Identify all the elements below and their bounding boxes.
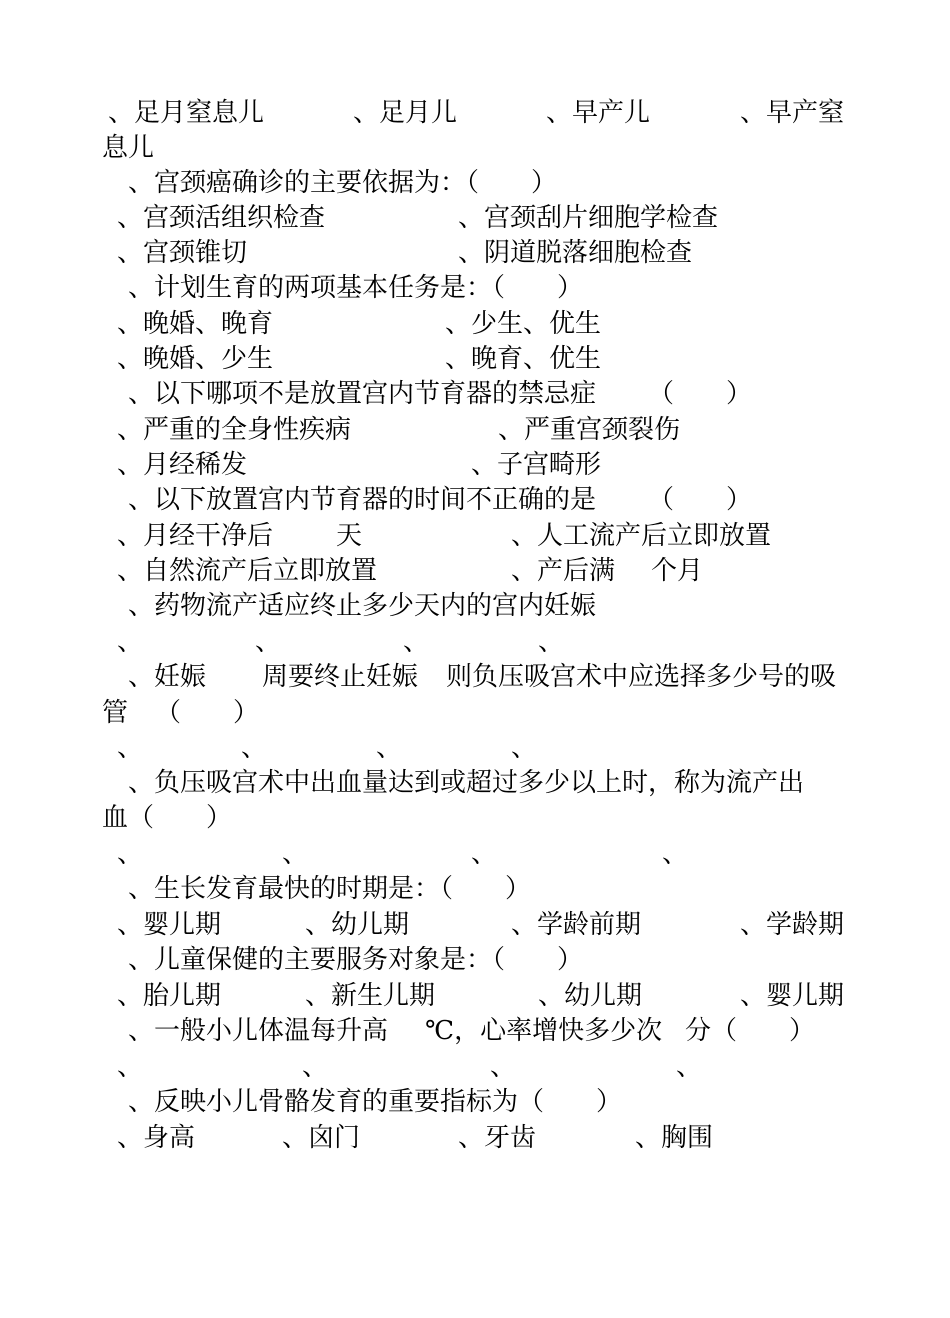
answer-blank: （ ） <box>648 485 753 515</box>
line-text: 息儿 <box>102 133 155 163</box>
option-d: 、 <box>538 627 565 657</box>
question-text: 、生长发育最快的时期是：（ ） <box>128 874 532 904</box>
option-c: 、早产儿 <box>546 98 651 128</box>
option-b: 、 <box>255 627 282 657</box>
option-c: 、 <box>376 733 403 763</box>
option-a: 、 <box>117 627 144 657</box>
question-text: ℃，心率增快多少次 <box>425 1016 663 1046</box>
option-b: 、 <box>282 839 309 869</box>
option-c: 、 <box>471 839 498 869</box>
option-d: 、 <box>511 733 538 763</box>
option-b: 、少生、优生 <box>445 309 602 339</box>
question-text: 、以下哪项不是放置宫内节育器的禁忌症 <box>128 379 597 409</box>
option-b: 、 <box>241 733 268 763</box>
option-b: 、 <box>302 1052 329 1082</box>
option-a: 、 <box>117 839 144 869</box>
option-a: 、宫颈活组织检查 <box>117 203 326 233</box>
option-a: 、月经干净后 <box>117 521 274 551</box>
option-c: 、自然流产后立即放置 <box>117 556 378 586</box>
question-text: 则负压吸宫术中应选择多少号的吸 <box>446 662 837 692</box>
option-a: 、身高 <box>117 1123 196 1153</box>
question-text: 、一般小儿体温每升高 <box>128 1016 389 1046</box>
option-c: 、宫颈锥切 <box>117 238 248 268</box>
question-text: 、药物流产适应终止多少天内的宫内妊娠 <box>128 591 597 621</box>
option-a: 、 <box>117 733 144 763</box>
option-c: 、牙齿 <box>458 1123 537 1153</box>
option-d: 、产后满 <box>511 556 616 586</box>
option-d: 、早产窒 <box>740 98 845 128</box>
option-c: 、晚婚、少生 <box>117 344 274 374</box>
option-a: 、晚婚、晚育 <box>117 309 274 339</box>
question-text: 、妊娠 <box>128 662 207 692</box>
option-a: 、 <box>117 1052 144 1082</box>
question-text: 、宫颈癌确诊的主要依据为：（ ） <box>128 168 558 198</box>
option-a: 、婴儿期 <box>117 910 222 940</box>
option-d-unit: 个月 <box>651 556 704 586</box>
option-d: 、 <box>662 839 689 869</box>
option-b: 、新生儿期 <box>305 981 436 1011</box>
option-a: 、胎儿期 <box>117 981 222 1011</box>
answer-blank: （ ） <box>648 379 753 409</box>
line-text: 血（ ） <box>102 803 233 833</box>
question-text: 、反映小儿骨骼发育的重要指标为（ ） <box>128 1087 623 1117</box>
option-b: 、人工流产后立即放置 <box>511 521 772 551</box>
question-text: 、儿童保健的主要服务对象是：（ ） <box>128 945 584 975</box>
option-b: 、幼儿期 <box>305 910 410 940</box>
option-b: 、严重宫颈裂伤 <box>498 415 681 445</box>
question-text: 周要终止妊娠 <box>262 662 419 692</box>
option-d: 、晚育、优生 <box>445 344 602 374</box>
option-c: 、幼儿期 <box>538 981 643 1011</box>
option-c: 、 <box>403 627 430 657</box>
option-b: 、宫颈刮片细胞学检查 <box>458 203 719 233</box>
option-c: 、月经稀发 <box>117 450 248 480</box>
option-d: 、婴儿期 <box>740 981 845 1011</box>
option-d: 、胸围 <box>635 1123 714 1153</box>
option-d: 、 <box>676 1052 703 1082</box>
option-a: 、严重的全身性疾病 <box>117 415 352 445</box>
question-text: 分（ ） <box>685 1016 816 1046</box>
option-d: 、子宫畸形 <box>471 450 602 480</box>
option-a-unit: 天 <box>336 521 363 551</box>
option-b: 、足月儿 <box>353 98 458 128</box>
option-a: 、足月窒息儿 <box>108 98 265 128</box>
answer-blank: （ ） <box>155 698 260 728</box>
question-text: 、以下放置宫内节育器的时间不正确的是 <box>128 485 597 515</box>
option-c: 、 <box>490 1052 517 1082</box>
option-d: 、学龄期 <box>740 910 845 940</box>
line-text: 管 <box>102 698 129 728</box>
option-c: 、学龄前期 <box>511 910 642 940</box>
question-text: 、计划生育的两项基本任务是：（ ） <box>128 273 584 303</box>
option-b: 、囟门 <box>282 1123 361 1153</box>
question-text: 、负压吸宫术中出血量达到或超过多少以上时，称为流产出 <box>128 768 805 798</box>
option-d: 、阴道脱落细胞检查 <box>458 238 693 268</box>
